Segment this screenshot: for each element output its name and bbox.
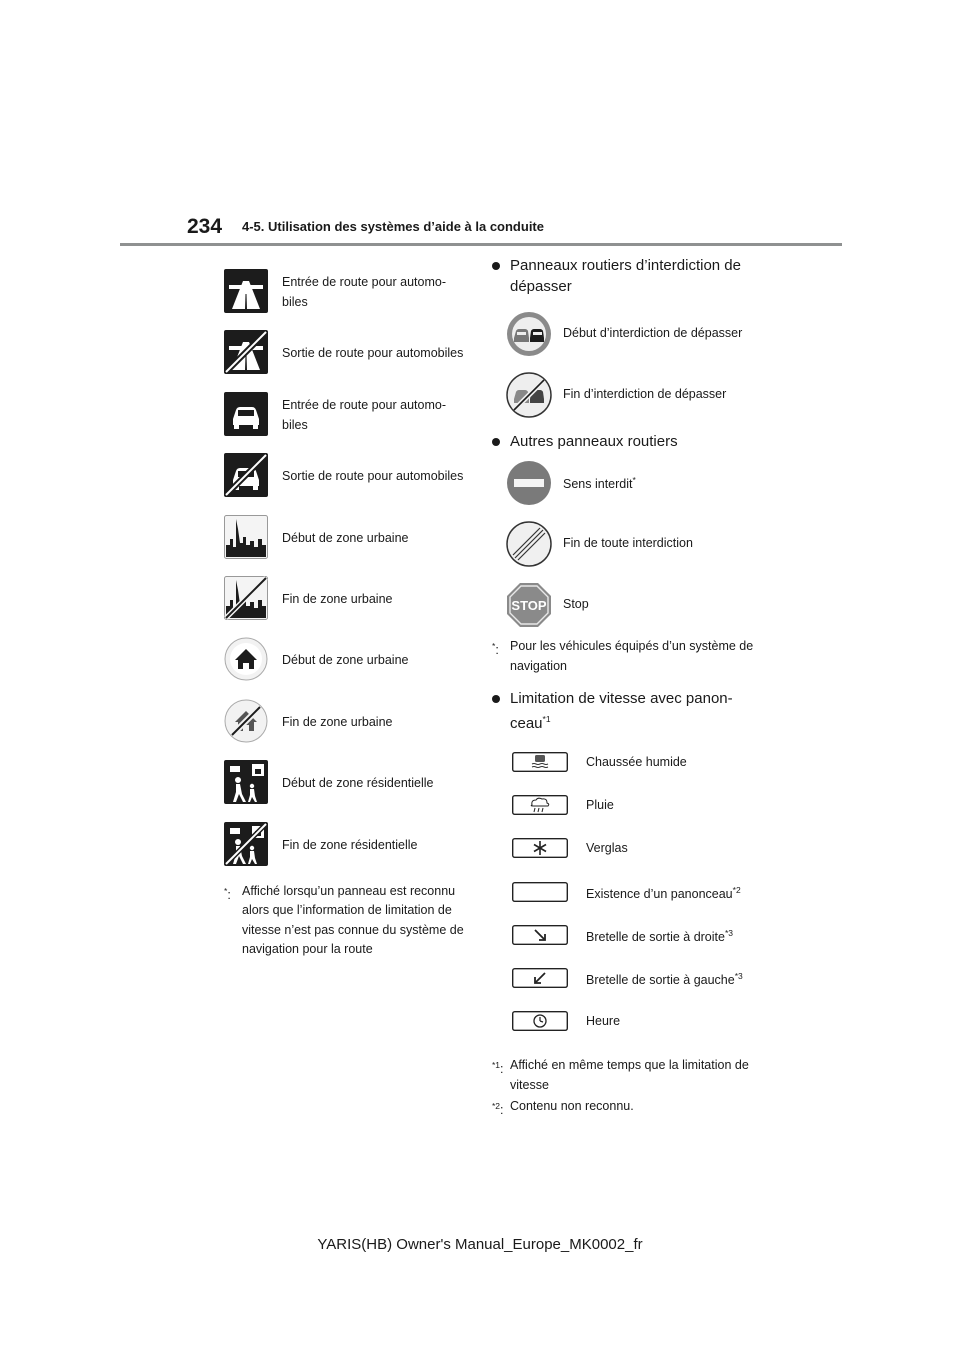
snowflake-icon	[512, 838, 568, 858]
end-all-restrictions-icon	[506, 521, 552, 567]
list-item	[492, 795, 762, 838]
house-icon	[224, 637, 268, 681]
clock-icon	[512, 1011, 568, 1031]
list-item	[224, 634, 474, 695]
bullet-icon	[492, 262, 500, 270]
right-sign-list	[492, 255, 762, 1117]
left-sign-list	[224, 266, 474, 960]
list-item	[224, 573, 474, 634]
footnote-text: Pour les véhicules équipés d’un système de navigation	[510, 639, 754, 673]
panel-label: Bretelle de sortie à droite$^{*3}$	[586, 927, 734, 944]
residential-zone-end-icon	[224, 822, 268, 866]
no-overtaking-end-icon	[506, 372, 552, 418]
wet-road-icon	[512, 752, 568, 772]
list-item	[492, 582, 762, 643]
panel-label: Heure	[586, 1014, 621, 1029]
car-road-end-icon	[224, 453, 268, 497]
residential-zone-icon	[224, 760, 268, 804]
footnote-2	[492, 1097, 762, 1117]
panel-label: Bretelle de sortie à gauche$^{*3}$	[586, 970, 743, 988]
city-skyline-icon	[224, 515, 268, 559]
list-item	[224, 327, 474, 388]
sign-label: Sortie de route pour automobiles	[282, 469, 464, 484]
no-overtaking-heading: Panneaux routiers d’interdiction de dépasser	[492, 255, 762, 297]
stop-sign-icon	[506, 582, 552, 628]
sign-label: Début de zone urbaine	[282, 653, 409, 668]
motorway-icon	[224, 269, 268, 313]
footnote-text: Affiché en même temps que la limitation de vitesse	[510, 1058, 749, 1092]
bullet-icon	[492, 438, 500, 446]
sign-label: Fin de toute interdiction	[563, 536, 693, 550]
footnote-mark: $^{*1}$:	[492, 1060, 504, 1077]
list-item	[492, 460, 762, 521]
list-item	[492, 521, 762, 582]
sign-label: Sens interdit*	[563, 475, 636, 492]
svg-text:STOP: STOP	[511, 598, 547, 613]
sign-label: Fin de zone urbaine	[282, 591, 393, 606]
list-item	[492, 311, 762, 372]
list-item	[224, 696, 474, 757]
footnote-mark: $^{*2}$:	[492, 1101, 504, 1118]
sign-label: Fin de zone urbaine	[282, 714, 393, 729]
car-road-icon	[224, 392, 268, 436]
list-item	[492, 752, 762, 795]
list-item	[224, 757, 474, 818]
bullet-icon	[492, 695, 500, 703]
footnote-text: Affiché lorsqu’un panneau est reconnu alors que l’information de limitation de vitesse n’est pas connue du système de navigation pour la route	[242, 883, 464, 957]
footnote-text: Contenu non reconnu.	[510, 1099, 634, 1114]
other-footnote	[492, 637, 762, 676]
blank-panel-icon	[512, 882, 568, 902]
city-skyline-end-icon	[224, 576, 268, 620]
list-item	[492, 925, 762, 968]
no-entry-icon	[506, 460, 552, 506]
footnote-1	[492, 1056, 762, 1095]
section-title: 4-5. Utilisation des systèmes d’aide à la conduite	[242, 219, 544, 234]
house-end-icon	[224, 699, 268, 743]
arrow-down-left-icon	[512, 968, 568, 988]
panel-label: Verglas	[586, 841, 628, 856]
list-item	[492, 882, 762, 925]
rain-cloud-icon	[512, 795, 568, 815]
list-item	[492, 838, 762, 881]
other-signs-heading: Autres panneaux routiers	[492, 431, 762, 452]
panel-label: Existence d’un panonceau$^{*2}$	[586, 884, 741, 901]
sign-label: Début de zone urbaine	[282, 530, 409, 545]
arrow-down-right-icon	[512, 925, 568, 945]
left-footnote	[224, 882, 474, 960]
page-number: 234	[187, 215, 223, 238]
list-item	[224, 450, 474, 511]
list-item	[224, 266, 474, 327]
panel-label: Pluie	[586, 798, 614, 813]
footnote-mark: *:	[224, 885, 231, 903]
footnote-mark: *:	[492, 641, 499, 658]
no-overtaking-icon	[506, 311, 552, 357]
footer-text: YARIS(HB) Owner's Manual_Europe_MK0002_fr	[317, 1236, 643, 1253]
speed-limit-heading: Limitation de vitesse avec panon- ceau$^{*1}$	[492, 688, 762, 734]
list-item	[492, 968, 762, 1011]
sign-label: Fin d’interdiction de dépasser	[563, 387, 727, 401]
panel-label: Chaussée humide	[586, 755, 687, 769]
sign-label: Stop	[563, 597, 589, 611]
header-rule	[120, 243, 842, 246]
list-item	[492, 1011, 762, 1054]
list-item	[224, 819, 474, 880]
sign-label: Sortie de route pour automobiles	[282, 346, 464, 361]
sign-label: Début d’interdiction de dépasser	[563, 326, 743, 340]
sign-label: Entrée de route pour automo- biles	[282, 397, 446, 432]
list-item	[492, 372, 762, 433]
list-item	[224, 389, 474, 450]
sign-label: Fin de zone résidentielle	[282, 837, 418, 852]
sign-label: Entrée de route pour automo- biles	[282, 275, 446, 309]
list-item	[224, 512, 474, 573]
motorway-end-icon	[224, 330, 268, 374]
sign-label: Début de zone résidentielle	[282, 776, 434, 791]
